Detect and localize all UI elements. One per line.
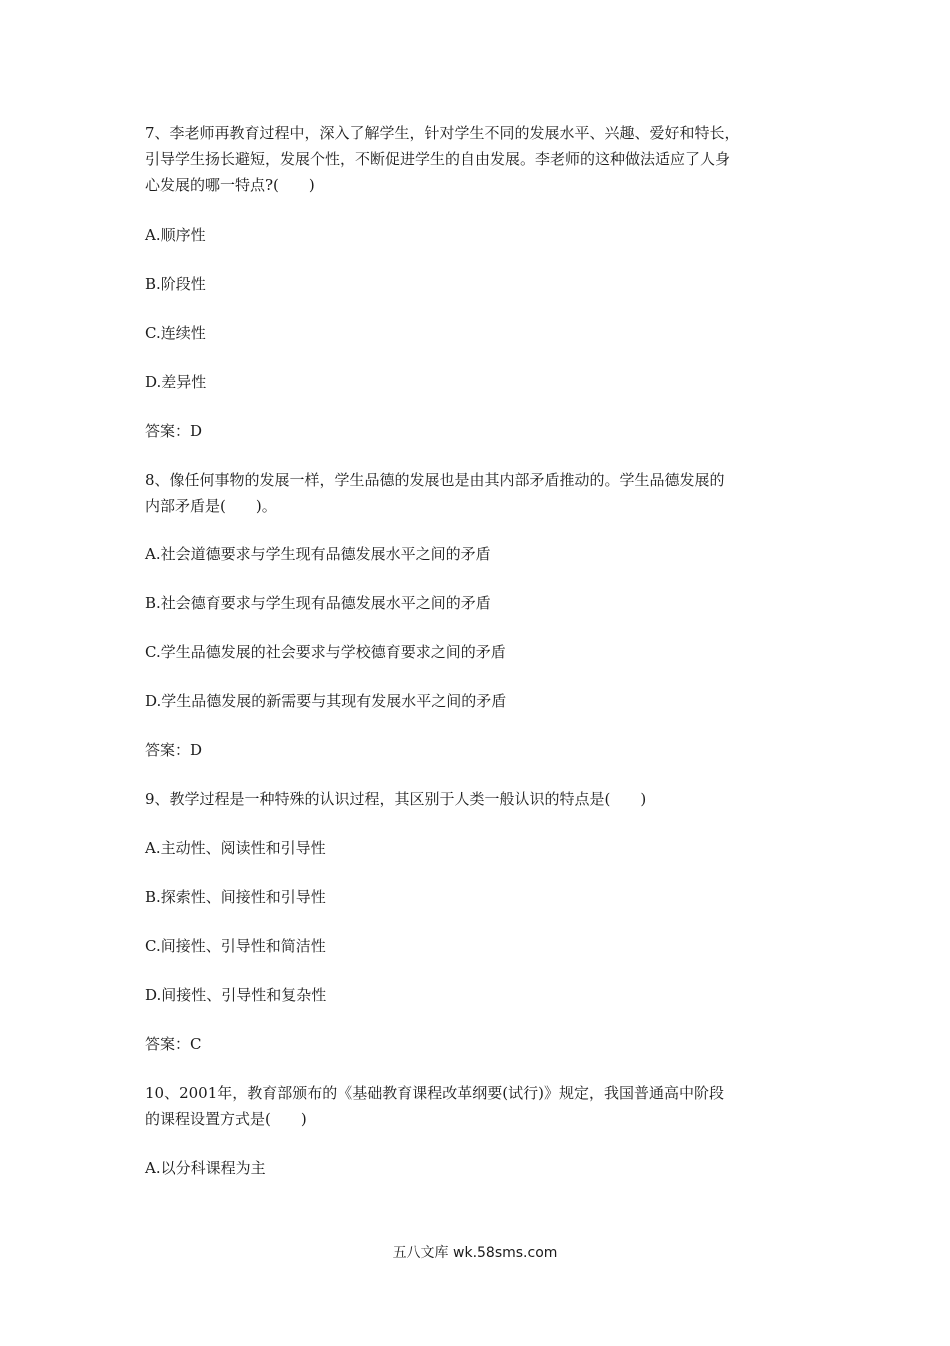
- question-7-option-b: B.阶段性: [145, 275, 206, 293]
- question-9-option-b: B.探索性、间接性和引导性: [145, 888, 326, 906]
- question-8-stem-line-1: 8、像任何事物的发展一样，学生品德的发展也是由其内部矛盾推动的。学生品德发展的: [145, 471, 725, 489]
- question-9-answer: 答案：C: [145, 1035, 202, 1053]
- question-10-stem-line-1: 10、2001年，教育部颁布的《基础教育课程改革纲要(试行)》规定，我国普通高中阶段: [145, 1084, 724, 1102]
- question-8-option-d: D.学生品德发展的新需要与其现有发展水平之间的矛盾: [145, 692, 507, 710]
- question-7-stem-line-2: 引导学生扬长避短，发展个性，不断促进学生的自由发展。李老师的这种做法适应了人身: [145, 150, 731, 168]
- question-7-stem-line-3: 心发展的哪一特点?( ): [145, 176, 315, 194]
- question-8-option-a: A.社会道德要求与学生现有品德发展水平之间的矛盾: [145, 545, 491, 563]
- question-8-option-b: B.社会德育要求与学生现有品德发展水平之间的矛盾: [145, 594, 491, 612]
- question-9-stem-line-1: 9、教学过程是一种特殊的认识过程，其区别于人类一般认识的特点是( ): [145, 790, 647, 808]
- question-7-option-c: C.连续性: [145, 324, 206, 342]
- question-7-option-d: D.差异性: [145, 373, 207, 391]
- question-10-option-a: A.以分科课程为主: [145, 1159, 266, 1177]
- question-9-option-d: D.间接性、引导性和复杂性: [145, 986, 327, 1004]
- question-7-option-a: A.顺序性: [145, 226, 206, 244]
- question-7-stem-line-1: 7、李老师再教育过程中，深入了解学生，针对学生不同的发展水平、兴趣、爱好和特长，: [145, 124, 740, 142]
- question-9-option-c: C.间接性、引导性和简洁性: [145, 937, 326, 955]
- footer-site-name: 五八文库 wk.58sms.com: [392, 1245, 558, 1261]
- question-8-option-c: C.学生品德发展的社会要求与学校德育要求之间的矛盾: [145, 643, 506, 661]
- question-8-answer: 答案：D: [145, 741, 203, 759]
- question-7-answer: 答案：D: [145, 422, 203, 440]
- question-9-option-a: A.主动性、阅读性和引导性: [145, 839, 326, 857]
- question-8-stem-line-2: 内部矛盾是( )。: [145, 497, 277, 515]
- question-10-stem-line-2: 的课程设置方式是( ): [145, 1110, 307, 1128]
